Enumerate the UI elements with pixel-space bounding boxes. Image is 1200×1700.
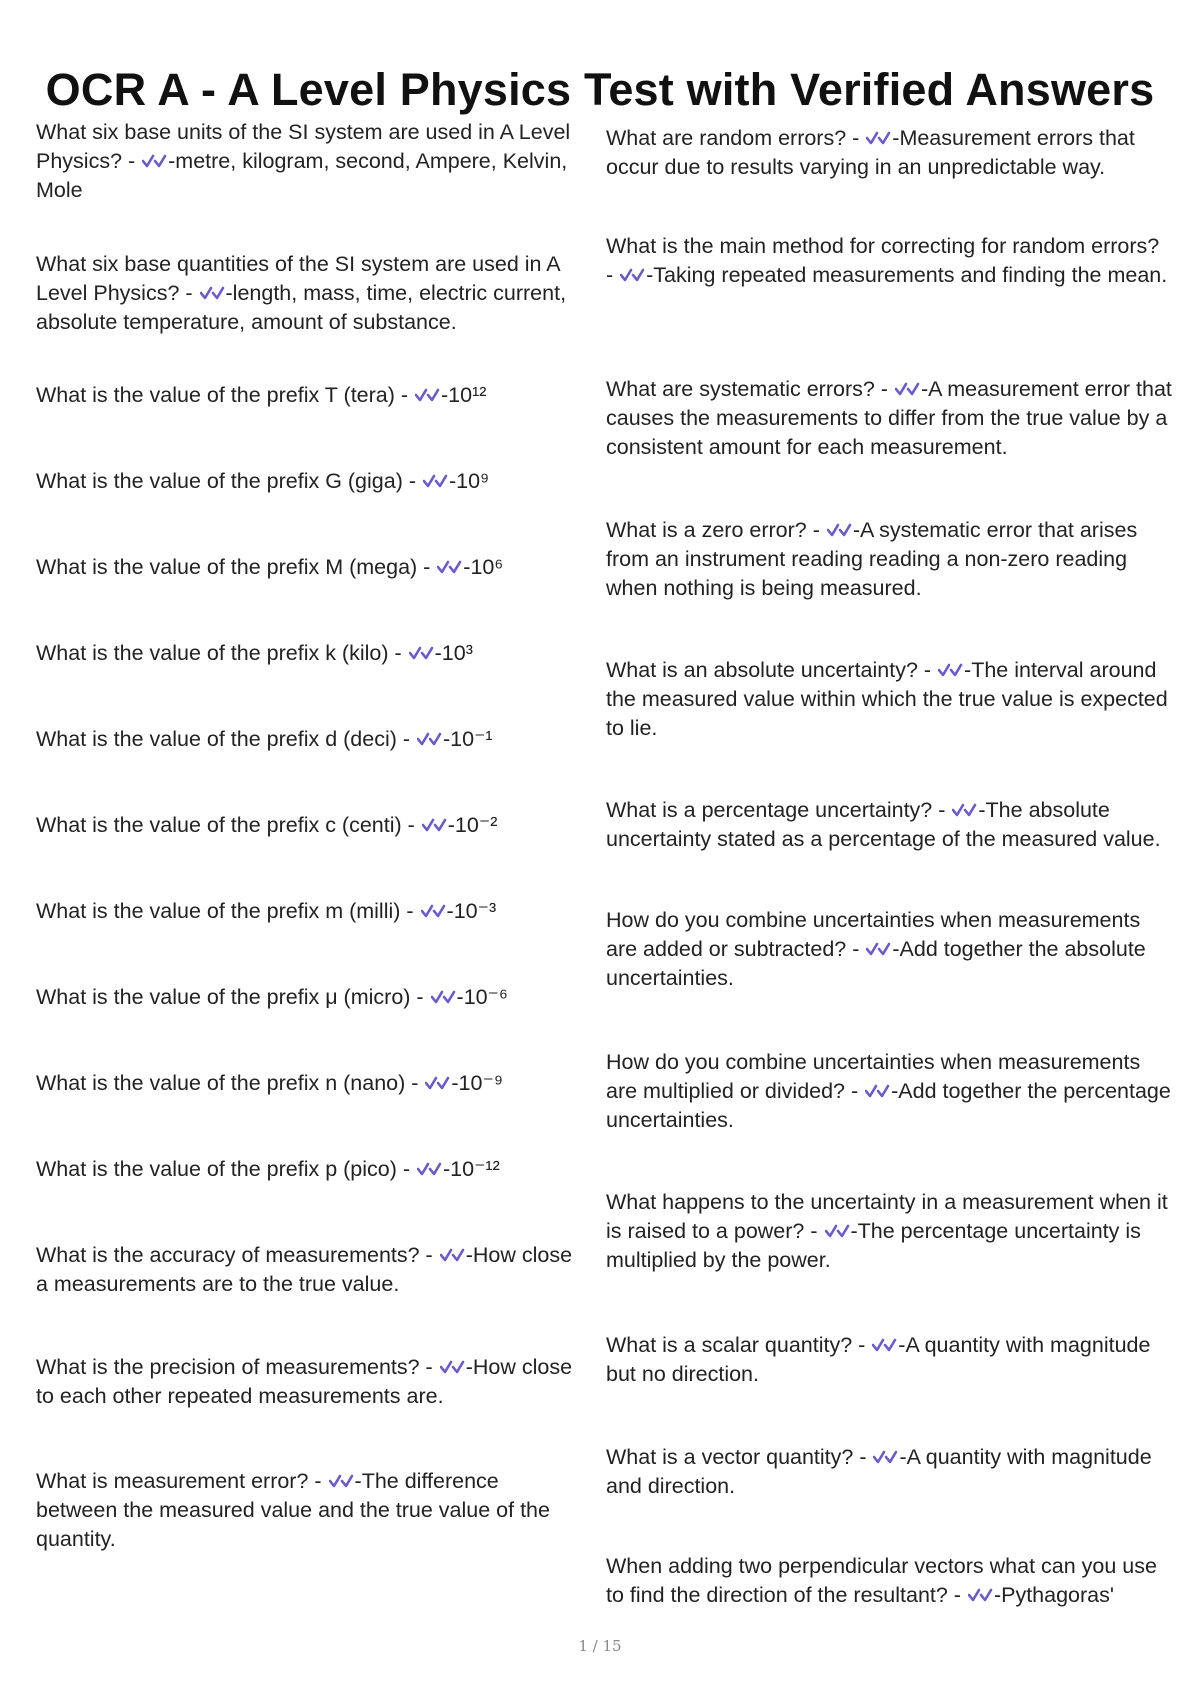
double-check-icon <box>866 940 891 958</box>
double-check-icon <box>440 1246 465 1264</box>
qa-item <box>36 639 581 668</box>
question-text: What is the value of the prefix k (kilo) - <box>36 641 408 665</box>
answer-text: -10⁻¹ <box>443 727 493 751</box>
document-title: OCR A - A Level Physics Test with Verified Answers <box>45 64 1155 116</box>
question-text: What is the main method for correcting for random errors? - <box>606 234 1160 287</box>
qa-item <box>36 725 581 754</box>
double-check-icon <box>409 644 434 662</box>
double-check-icon <box>827 521 852 539</box>
answer-text: -10¹² <box>441 383 487 407</box>
question-text: What is the value of the prefix G (giga) - <box>36 469 422 493</box>
question-text: What six base quantities of the SI system are used in A Level Physics? - <box>36 252 560 305</box>
qa-item <box>606 232 1172 290</box>
qa-item <box>36 381 581 410</box>
double-check-icon <box>415 386 440 404</box>
question-text: What are random errors? - <box>606 126 866 150</box>
answer-text: -A quantity with magnitude but no direction. <box>606 1333 1151 1386</box>
question-text: What is a percentage uncertainty? - <box>606 798 952 822</box>
double-check-icon <box>431 988 456 1006</box>
question-text: What is the value of the prefix d (deci) - <box>36 727 416 751</box>
qa-item <box>36 1241 581 1299</box>
answer-text: -Taking repeated measurements and finding the mean. <box>646 263 1168 287</box>
qa-item <box>606 656 1172 743</box>
double-check-icon <box>873 1448 898 1466</box>
answer-text: -The percentage uncertainty is multiplied by the power. <box>606 1219 1141 1272</box>
double-check-icon <box>440 1358 465 1376</box>
question-text: What is a scalar quantity? - <box>606 1333 872 1357</box>
double-check-icon <box>825 1222 850 1240</box>
question-text: What is a zero error? - <box>606 518 826 542</box>
qa-item <box>606 1188 1172 1275</box>
question-text: What is the value of the prefix T (tera) - <box>36 383 415 407</box>
double-check-icon <box>938 661 963 679</box>
question-text: What is the precision of measurements? - <box>36 1355 439 1379</box>
double-check-icon <box>423 472 448 490</box>
qa-item <box>606 1443 1172 1501</box>
answer-text: -The difference between the measured value and the true value of the quantity. <box>36 1469 550 1551</box>
qa-item <box>606 1552 1172 1610</box>
qa-item <box>606 516 1172 603</box>
question-text: How do you combine uncertainties when measurements are multiplied or divided? - <box>606 1050 1141 1103</box>
answer-text: -A quantity with magnitude and direction. <box>606 1445 1152 1498</box>
question-text: What is the value of the prefix c (centi) - <box>36 813 421 837</box>
page-number: 1 / 15 <box>578 1637 622 1655</box>
answer-text: -Measurement errors that occur due to results varying in an unpredictable way. <box>606 126 1135 179</box>
answer-text: -10⁻² <box>447 813 498 837</box>
answer-text: -10⁻⁹ <box>451 1071 504 1095</box>
answer-text: -10⁻¹² <box>443 1157 500 1181</box>
double-check-icon <box>417 730 442 748</box>
double-check-icon <box>952 801 977 819</box>
double-check-icon <box>895 380 920 398</box>
question-text: How do you combine uncertainties when measurements are added or subtracted? - <box>606 908 1141 961</box>
answer-text: -How close to each other repeated measurements are. <box>36 1355 573 1408</box>
double-check-icon <box>968 1586 993 1604</box>
qa-item <box>606 375 1172 462</box>
qa-item <box>36 1353 581 1411</box>
qa-item <box>606 796 1172 854</box>
qa-item <box>36 1467 581 1554</box>
question-text: What is the value of the prefix μ (micro) - <box>36 985 430 1009</box>
question-text: What is the value of the prefix n (nano) - <box>36 1071 425 1095</box>
double-check-icon <box>866 129 891 147</box>
answer-text: -10⁶ <box>463 555 504 579</box>
qa-item <box>36 983 581 1012</box>
double-check-icon <box>872 1336 897 1354</box>
qa-item <box>36 897 581 926</box>
double-check-icon <box>437 558 462 576</box>
question-text: What are systematic errors? - <box>606 377 894 401</box>
question-text: What is the value of the prefix M (mega) - <box>36 555 437 579</box>
qa-item <box>36 118 581 205</box>
answer-text: -metre, kilogram, second, Ampere, Kelvin, Mole <box>36 149 568 202</box>
qa-item <box>36 811 581 840</box>
answer-text: -10⁻³ <box>446 899 497 923</box>
qa-item <box>606 1048 1172 1135</box>
answer-text: -length, mass, time, electric current, absolute temperature, amount of substance. <box>36 281 567 334</box>
double-check-icon <box>417 1160 442 1178</box>
question-text: What six base units of the SI system are used in A Level Physics? - <box>36 120 571 173</box>
answer-text: -How close a measurements are to the true value. <box>36 1243 573 1296</box>
answer-text: -Add together the absolute uncertainties. <box>606 937 1146 990</box>
question-text: What is an absolute uncertainty? - <box>606 658 938 682</box>
answer-text: -Add together the percentage uncertainties. <box>606 1079 1171 1132</box>
question-text: What is the accuracy of measurements? - <box>36 1243 439 1267</box>
qa-item <box>606 1331 1172 1389</box>
answer-text: -Pythagoras' <box>993 1583 1114 1607</box>
double-check-icon <box>422 816 447 834</box>
answer-text: -10⁹ <box>448 469 490 493</box>
double-check-icon <box>620 266 645 284</box>
double-check-icon <box>865 1082 890 1100</box>
answer-text: -The interval around the measured value within which the true value is expected to lie. <box>606 658 1168 740</box>
answer-text: -A measurement error that causes the measurements to differ from the true value by a consistent amount for each measurement. <box>606 377 1172 459</box>
qa-item <box>36 250 581 337</box>
double-check-icon <box>421 902 446 920</box>
qa-item <box>606 124 1172 182</box>
double-check-icon <box>142 152 167 170</box>
question-text: When adding two perpendicular vectors what can you use to find the direction of the resultant? - <box>606 1554 1157 1607</box>
question-text: What happens to the uncertainty in a measurement when it is raised to a power? - <box>606 1190 1168 1243</box>
qa-item <box>606 906 1172 993</box>
question-text: What is measurement error? - <box>36 1469 328 1493</box>
double-check-icon <box>329 1472 354 1490</box>
question-text: What is the value of the prefix m (milli) - <box>36 899 420 923</box>
question-text: What is the value of the prefix p (pico) - <box>36 1157 416 1181</box>
answer-text: -A systematic error that arises from an instrument reading reading a non-zero reading when nothing is being measured. <box>606 518 1138 600</box>
answer-text: -The absolute uncertainty stated as a percentage of the measured value. <box>606 798 1161 851</box>
qa-item <box>36 467 581 496</box>
qa-item <box>36 1155 581 1184</box>
double-check-icon <box>200 284 225 302</box>
double-check-icon <box>425 1074 450 1092</box>
answer-text: -10³ <box>434 641 473 665</box>
qa-item <box>36 1069 581 1098</box>
answer-text: -10⁻⁶ <box>456 985 508 1009</box>
question-text: What is a vector quantity? - <box>606 1445 873 1469</box>
qa-item <box>36 553 581 582</box>
